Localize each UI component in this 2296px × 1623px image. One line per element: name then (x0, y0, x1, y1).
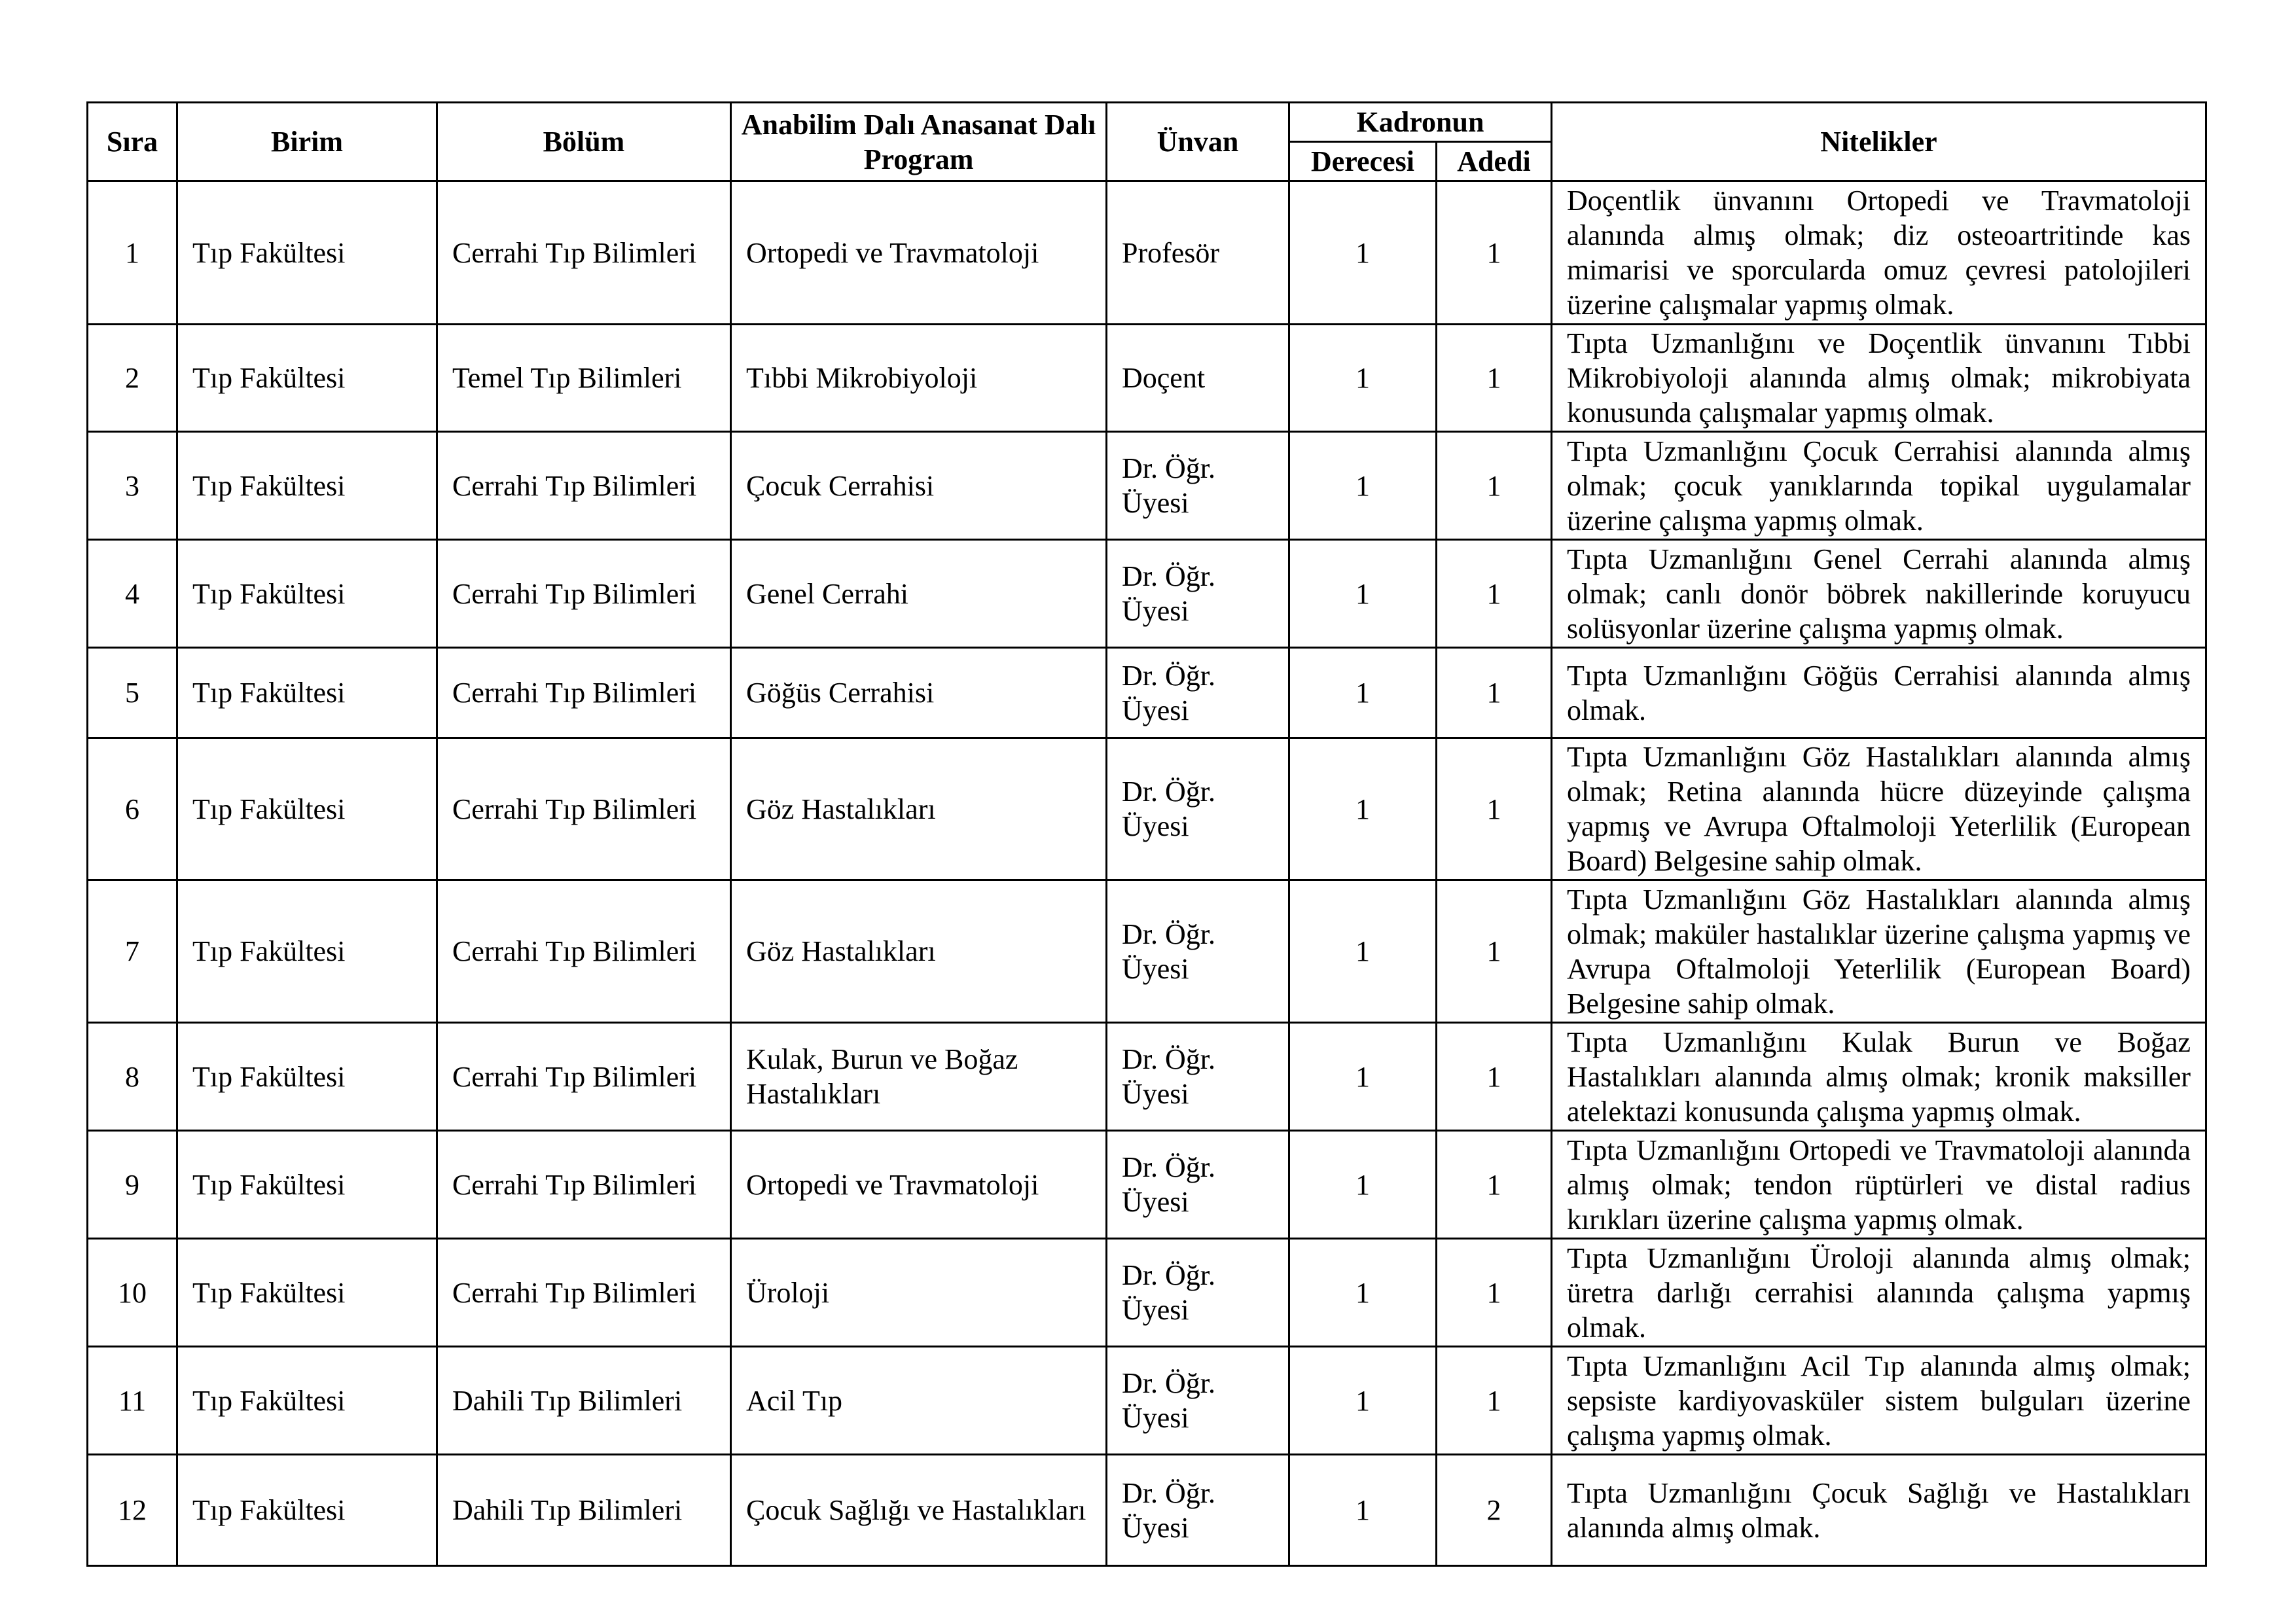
table-header (88, 103, 2206, 181)
cell-sira: 9 (88, 1131, 177, 1239)
header-derecesi: Derecesi (1289, 142, 1437, 181)
cell-anabilim: Ortopedi ve Travmatoloji (731, 181, 1107, 325)
cell-birim: Tıp Fakültesi (177, 540, 437, 648)
cell-adedi: 1 (1437, 181, 1552, 325)
cell-adedi: 1 (1437, 325, 1552, 432)
cell-birim: Tıp Fakültesi (177, 325, 437, 432)
cell-adedi: 1 (1437, 880, 1552, 1023)
cell-unvan: Dr. Öğr. Üyesi (1107, 1023, 1289, 1131)
cell-birim: Tıp Fakültesi (177, 1023, 437, 1131)
cell-birim: Tıp Fakültesi (177, 880, 437, 1023)
cell-anabilim: Üroloji (731, 1239, 1107, 1347)
cell-unvan: Dr. Öğr. Üyesi (1107, 648, 1289, 738)
cell-birim: Tıp Fakültesi (177, 1455, 437, 1566)
cell-anabilim: Ortopedi ve Travmatoloji (731, 1131, 1107, 1239)
cell-anabilim: Acil Tıp (731, 1347, 1107, 1455)
header-bolum: Bölüm (437, 103, 731, 181)
cell-anabilim: Kulak, Burun ve Boğaz Hastalıkları (731, 1023, 1107, 1131)
header-birim: Birim (177, 103, 437, 181)
header-unvan: Ünvan (1107, 103, 1289, 181)
cell-derecesi: 1 (1289, 738, 1437, 880)
cell-anabilim: Tıbbi Mikrobiyoloji (731, 325, 1107, 432)
cell-bolum: Cerrahi Tıp Bilimleri (437, 540, 731, 648)
cell-adedi: 1 (1437, 1347, 1552, 1455)
cell-anabilim: Göz Hastalıkları (731, 880, 1107, 1023)
cell-nitelikler: Tıpta Uzmanlığını Göğüs Cerrahisi alanında almış olmak. (1552, 648, 2206, 738)
cell-derecesi: 1 (1289, 1023, 1437, 1131)
header-adedi: Adedi (1437, 142, 1552, 181)
cell-nitelikler: Doçentlik ünvanını Ortopedi ve Travmatoloji alanında almış olmak; diz osteoartritinde kas mimarisi ve sporcularda omuz çevresi patolojileri üzerine çalışmalar yapmış olmak. (1552, 181, 2206, 325)
cell-nitelikler: Tıpta Uzmanlığını Genel Cerrahi alanında almış olmak; canlı donör böbrek nakillerinde koruyucu solüsyonlar üzerine çalışma yapmış olmak. (1552, 540, 2206, 648)
cell-nitelikler: Tıpta Uzmanlığını ve Doçentlik ünvanını Tıbbi Mikrobiyoloji alanında almış olmak; mikrobiyata konusunda çalışmalar yapmış olmak. (1552, 325, 2206, 432)
cell-unvan: Dr. Öğr. Üyesi (1107, 738, 1289, 880)
cell-birim: Tıp Fakültesi (177, 432, 437, 540)
cell-unvan: Dr. Öğr. Üyesi (1107, 1239, 1289, 1347)
cell-anabilim: Göz Hastalıkları (731, 738, 1107, 880)
cell-sira: 5 (88, 648, 177, 738)
cell-derecesi: 1 (1289, 880, 1437, 1023)
table-row (88, 880, 2206, 1023)
table-body (88, 181, 2206, 1566)
cell-adedi: 2 (1437, 1455, 1552, 1566)
header-row (88, 103, 2206, 142)
cell-anabilim: Göğüs Cerrahisi (731, 648, 1107, 738)
cell-bolum: Cerrahi Tıp Bilimleri (437, 880, 731, 1023)
cell-derecesi: 1 (1289, 432, 1437, 540)
cell-adedi: 1 (1437, 738, 1552, 880)
cell-sira: 2 (88, 325, 177, 432)
cell-birim: Tıp Fakültesi (177, 648, 437, 738)
cell-unvan: Dr. Öğr. Üyesi (1107, 1347, 1289, 1455)
table-row (88, 1023, 2206, 1131)
table-row (88, 1131, 2206, 1239)
cell-bolum: Temel Tıp Bilimleri (437, 325, 731, 432)
cell-sira: 3 (88, 432, 177, 540)
cell-bolum: Cerrahi Tıp Bilimleri (437, 648, 731, 738)
cell-unvan: Profesör (1107, 181, 1289, 325)
cell-adedi: 1 (1437, 432, 1552, 540)
cell-derecesi: 1 (1289, 181, 1437, 325)
cell-nitelikler: Tıpta Uzmanlığını Çocuk Sağlığı ve Hastalıkları alanında almış olmak. (1552, 1455, 2206, 1566)
cell-unvan: Dr. Öğr. Üyesi (1107, 880, 1289, 1023)
cell-derecesi: 1 (1289, 1455, 1437, 1566)
header-anabilim: Anabilim Dalı Anasanat Dalı Program (731, 103, 1107, 181)
cell-derecesi: 1 (1289, 648, 1437, 738)
cell-sira: 8 (88, 1023, 177, 1131)
cell-derecesi: 1 (1289, 540, 1437, 648)
cell-adedi: 1 (1437, 1131, 1552, 1239)
cell-bolum: Dahili Tıp Bilimleri (437, 1347, 731, 1455)
cell-anabilim: Çocuk Sağlığı ve Hastalıkları (731, 1455, 1107, 1566)
cell-bolum: Cerrahi Tıp Bilimleri (437, 1239, 731, 1347)
cell-bolum: Cerrahi Tıp Bilimleri (437, 181, 731, 325)
cell-bolum: Cerrahi Tıp Bilimleri (437, 1023, 731, 1131)
cell-bolum: Cerrahi Tıp Bilimleri (437, 738, 731, 880)
cell-sira: 7 (88, 880, 177, 1023)
cell-derecesi: 1 (1289, 1131, 1437, 1239)
table-row (88, 1347, 2206, 1455)
cell-bolum: Dahili Tıp Bilimleri (437, 1455, 731, 1566)
cell-anabilim: Genel Cerrahi (731, 540, 1107, 648)
cell-unvan: Dr. Öğr. Üyesi (1107, 1455, 1289, 1566)
cell-bolum: Cerrahi Tıp Bilimleri (437, 1131, 731, 1239)
cell-unvan: Dr. Öğr. Üyesi (1107, 540, 1289, 648)
cell-unvan: Doçent (1107, 325, 1289, 432)
cell-adedi: 1 (1437, 1239, 1552, 1347)
header-nitelikler: Nitelikler (1552, 103, 2206, 181)
cell-unvan: Dr. Öğr. Üyesi (1107, 1131, 1289, 1239)
cell-nitelikler: Tıpta Uzmanlığını Üroloji alanında almış olmak; üretra darlığı cerrahisi alanında çalışma yapmış olmak. (1552, 1239, 2206, 1347)
cell-anabilim: Çocuk Cerrahisi (731, 432, 1107, 540)
cell-nitelikler: Tıpta Uzmanlığını Çocuk Cerrahisi alanında almış olmak; çocuk yanıklarında topikal uygulamalar üzerine çalışma yapmış olmak. (1552, 432, 2206, 540)
cell-adedi: 1 (1437, 648, 1552, 738)
table-row (88, 648, 2206, 738)
header-sira: Sıra (88, 103, 177, 181)
cell-birim: Tıp Fakültesi (177, 1239, 437, 1347)
positions-table-container (86, 101, 2205, 1567)
cell-nitelikler: Tıpta Uzmanlığını Göz Hastalıkları alanında almış olmak; maküler hastalıklar üzerine çalışma yapmış ve Avrupa Oftalmoloji Yeterlilik (European Board) Belgesine sahip olmak. (1552, 880, 2206, 1023)
cell-nitelikler: Tıpta Uzmanlığını Kulak Burun ve Boğaz Hastalıkları alanında almış olmak; kronik maksiller atelektazi konusunda çalışma yapmış olmak. (1552, 1023, 2206, 1131)
cell-birim: Tıp Fakültesi (177, 1347, 437, 1455)
table-row (88, 540, 2206, 648)
cell-adedi: 1 (1437, 1023, 1552, 1131)
cell-nitelikler: Tıpta Uzmanlığını Acil Tıp alanında almış olmak; sepsiste kardiyovasküler sistem bulguları üzerine çalışma yapmış olmak. (1552, 1347, 2206, 1455)
table-row (88, 181, 2206, 325)
cell-birim: Tıp Fakültesi (177, 738, 437, 880)
header-kadronun: Kadronun (1289, 103, 1552, 142)
cell-nitelikler: Tıpta Uzmanlığını Göz Hastalıkları alanında almış olmak; Retina alanında hücre düzeyinde çalışma yapmış ve Avrupa Oftalmoloji Yeterlilik (European Board) Belgesine sahip olmak. (1552, 738, 2206, 880)
cell-birim: Tıp Fakültesi (177, 1131, 437, 1239)
cell-adedi: 1 (1437, 540, 1552, 648)
cell-derecesi: 1 (1289, 1239, 1437, 1347)
cell-sira: 10 (88, 1239, 177, 1347)
cell-unvan: Dr. Öğr. Üyesi (1107, 432, 1289, 540)
table-row (88, 325, 2206, 432)
cell-sira: 4 (88, 540, 177, 648)
cell-derecesi: 1 (1289, 1347, 1437, 1455)
cell-sira: 12 (88, 1455, 177, 1566)
cell-sira: 6 (88, 738, 177, 880)
cell-derecesi: 1 (1289, 325, 1437, 432)
table-row (88, 738, 2206, 880)
positions-table (86, 101, 2207, 1567)
table-row (88, 1239, 2206, 1347)
cell-birim: Tıp Fakültesi (177, 181, 437, 325)
table-row (88, 1455, 2206, 1566)
cell-sira: 11 (88, 1347, 177, 1455)
cell-nitelikler: Tıpta Uzmanlığını Ortopedi ve Travmatoloji alanında almış olmak; tendon rüptürleri ve distal radius kırıkları üzerine çalışma yapmış olmak. (1552, 1131, 2206, 1239)
table-row (88, 432, 2206, 540)
cell-sira: 1 (88, 181, 177, 325)
cell-bolum: Cerrahi Tıp Bilimleri (437, 432, 731, 540)
